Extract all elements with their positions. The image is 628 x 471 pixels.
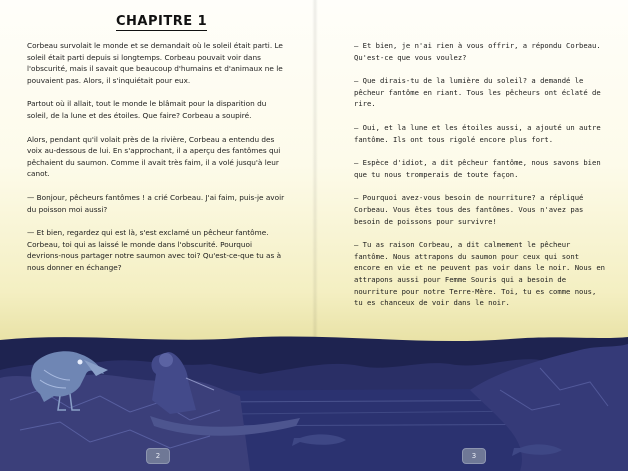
book-gutter — [312, 0, 318, 340]
left-paragraph-4: — Bonjour, pêcheurs fantômes ! a crié Corbeau. J'ai faim, puis-je avoir du poisson moi aussi? — [27, 192, 285, 214]
right-paragraph-5: — Pourquoi avez-vous besoin de nourriture? a répliqué Corbeau. Vous êtes tous des fantômes. Vous n'avez pas besoin de poissons pour survivre! — [354, 193, 584, 226]
left-paragraph-1: Corbeau survolait le monde et se demandait où le soleil était parti. Le soleil était parti depuis si longtemps. Corbeau pouvait voir dans l'obscurité, mais il savait que beaucoup d'humains et d'animaux ne le pouvaient pas. Alors, il s'inquiétait pour eux. — [27, 41, 283, 85]
right-paragraph-2: — Que dirais-tu de la lumière du soleil? a demandé le pêcheur fantôme en riant. Tous les pêcheurs ont éclaté de rire. — [354, 76, 601, 109]
left-paragraph-5: — Et bien, regardez qui est là, s'est exclamé un pêcheur fantôme. Corbeau, toi qui as laissé le monde dans l'obscurité. Pourquoi devrions-nous partager notre saumon avec toi? Qu'est-ce-que tu as à nous donner en échange? — [27, 228, 282, 272]
left-paragraph-3: Alors, pendant qu'il volait près de la rivière, Corbeau a entendu des voix au-dessous de lui. En s'approchant, il a aperçu des fantômes qui pêchaient du saumon. Comme il avait très faim, il a volé jusqu'à leur canot. — [27, 134, 281, 179]
left-paragraph-2: Partout où il allait, tout le monde le blâmait pour la disparition du soleil, de la lune et des étoiles. Que faire? Corbeau a soupiré. — [27, 99, 267, 120]
right-page-text — [354, 40, 608, 321]
right-paragraph-3: — Oui, et la lune et les étoiles aussi, a ajouté un autre fantôme. Ils ont tous rigolé encore plus fort. — [354, 122, 601, 144]
page-number-right: 3 — [462, 448, 486, 464]
page-number-left: 2 — [146, 448, 170, 464]
right-paragraph-4: — Espèce d'idiot, a dit pêcheur fantôme, nous savons bien que tu nous tromperais de toute façon. — [354, 158, 601, 179]
chapter-title: CHAPITRE 1 — [116, 14, 208, 29]
right-paragraph-1: — Et bien, je n'ai rien à vous offrir, a répondu Corbeau. Qu'est-ce que vous voulez? — [354, 41, 601, 62]
left-page-text — [27, 40, 285, 286]
night-river-illustration — [0, 330, 628, 471]
right-paragraph-6: — Tu as raison Corbeau, a dit calmement le pêcheur fantôme. Nous attrapons du saumon pour ceux qui sont encore en vie et ne peuvent pas voir dans le noir. Nous en attrapons aussi pour Femme Souris qui a besoin de nourriture pour notre Terre-Mère. Toi, tu es comme nous, tu es chanceux de voir dans le noir. — [354, 240, 605, 308]
